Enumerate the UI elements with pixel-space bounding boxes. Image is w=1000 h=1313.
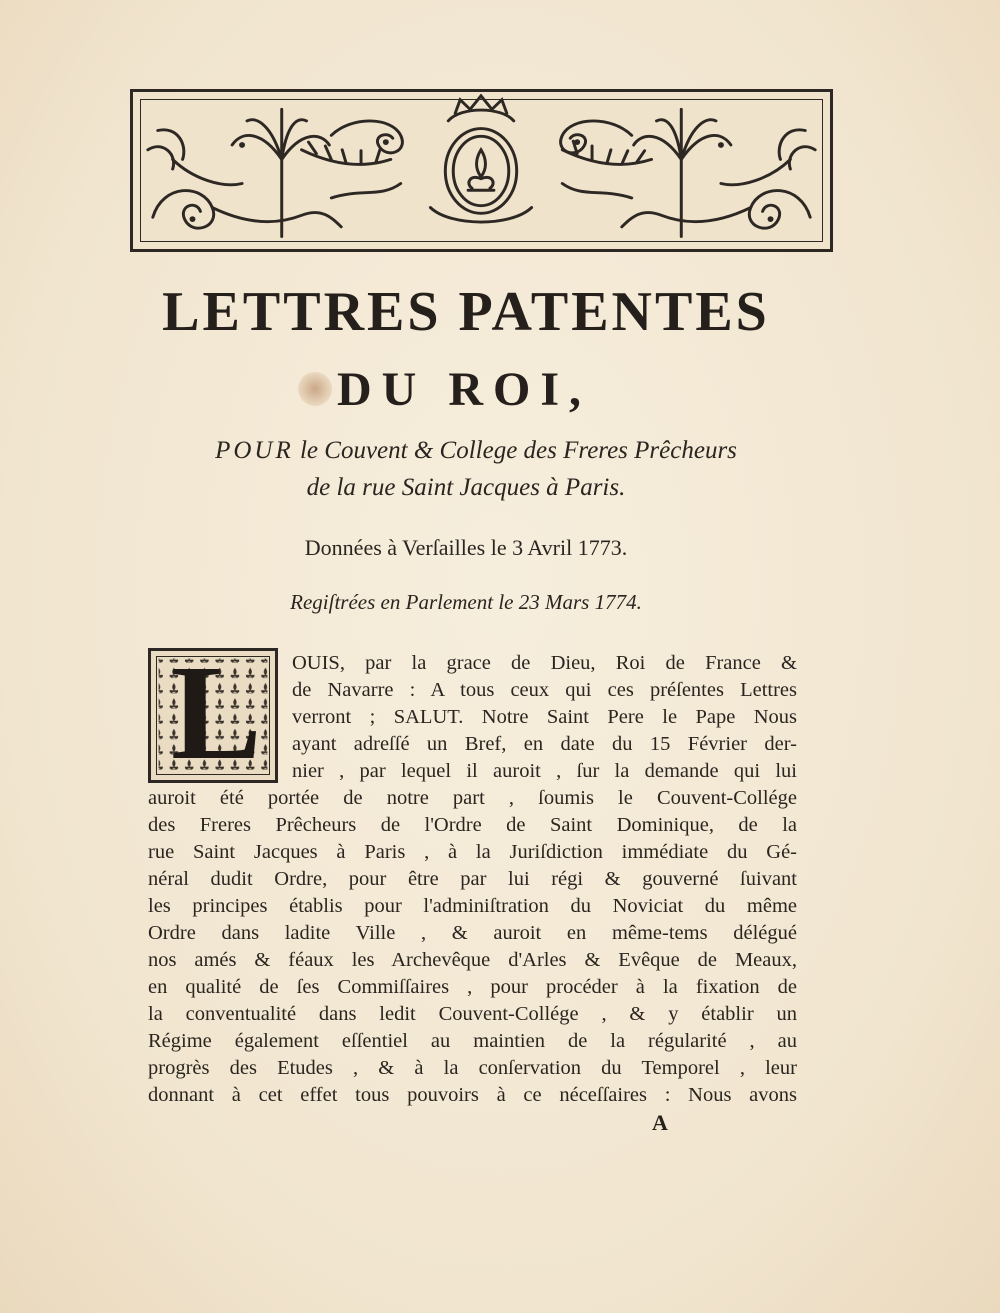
title-line-1: LETTRES PATENTES (162, 281, 770, 343)
body-line: auroit été portée de notre part , ſoumis le Couvent-Collége (148, 787, 797, 809)
subtitle-line-2: de la rue Saint Jacques à Paris. (306, 474, 626, 501)
body-line: la conventualité dans ledit Couvent-Collége , & y établir un (148, 1003, 797, 1025)
signature-mark: A (652, 1110, 668, 1135)
body-line: néral dudit Ordre, pour être par lui régi & gouverné ſuivant (148, 868, 797, 890)
subtitle-line-1 (0, 437, 976, 465)
body-line: de Navarre : A tous ceux qui ces préſentes Lettres (292, 679, 797, 701)
body-line: les principes établis pour l'adminiſtration du Noviciat du même (148, 895, 797, 917)
body-line: donnant à cet effet tous pouvoirs à ce néceſſaires : Nous avons (148, 1084, 797, 1106)
subtitle-line-1-rest: le Couvent & College des Freres Prêcheurs (293, 437, 737, 464)
fleur-de-lis-drop-cap-icon (148, 638, 278, 788)
body-line: ayant adreſſé un Bref, en date du 15 Février der- (292, 733, 797, 755)
body-line: nos amés & féaux les Archevêque d'Arles & Evêque de Meaux, (148, 949, 797, 971)
body-line: nier , par lequel il auroit , ſur la demande qui lui (292, 760, 797, 782)
body-line: des Freres Prêcheurs de l'Ordre de Saint Dominique, de la (148, 814, 797, 836)
registered-line: Regiſtrées en Parlement le 23 Mars 1774. (290, 590, 642, 614)
body-line: rue Saint Jacques à Paris , à la Juriſdiction immédiate du Gé- (148, 841, 797, 863)
drop-cap-letter: L (171, 638, 262, 788)
ornamental-headpiece-icon (130, 89, 833, 252)
body-line: en qualité de ſes Commiſſaires , pour procéder à la fixation de (148, 976, 797, 998)
body-line: verront ; SALUT. Notre Saint Pere le Pape Nous (292, 706, 797, 728)
headpiece-engraving (133, 92, 830, 249)
body-line: Ordre dans ladite Ville , & auroit en même-tems délégué (148, 922, 797, 944)
title-line-2: DU ROI, (336, 363, 591, 416)
body-line: Régime également eſſentiel au maintien de la régularité , au (148, 1030, 797, 1052)
dated-line: Données à Verſailles le 3 Avril 1773. (304, 535, 628, 560)
body-line: OUIS, par la grace de Dieu, Roi de France & (292, 652, 797, 674)
subtitle-lead-word: POUR (215, 437, 294, 464)
body-line: progrès des Etudes , & à la conſervation du Temporel , leur (148, 1057, 797, 1079)
